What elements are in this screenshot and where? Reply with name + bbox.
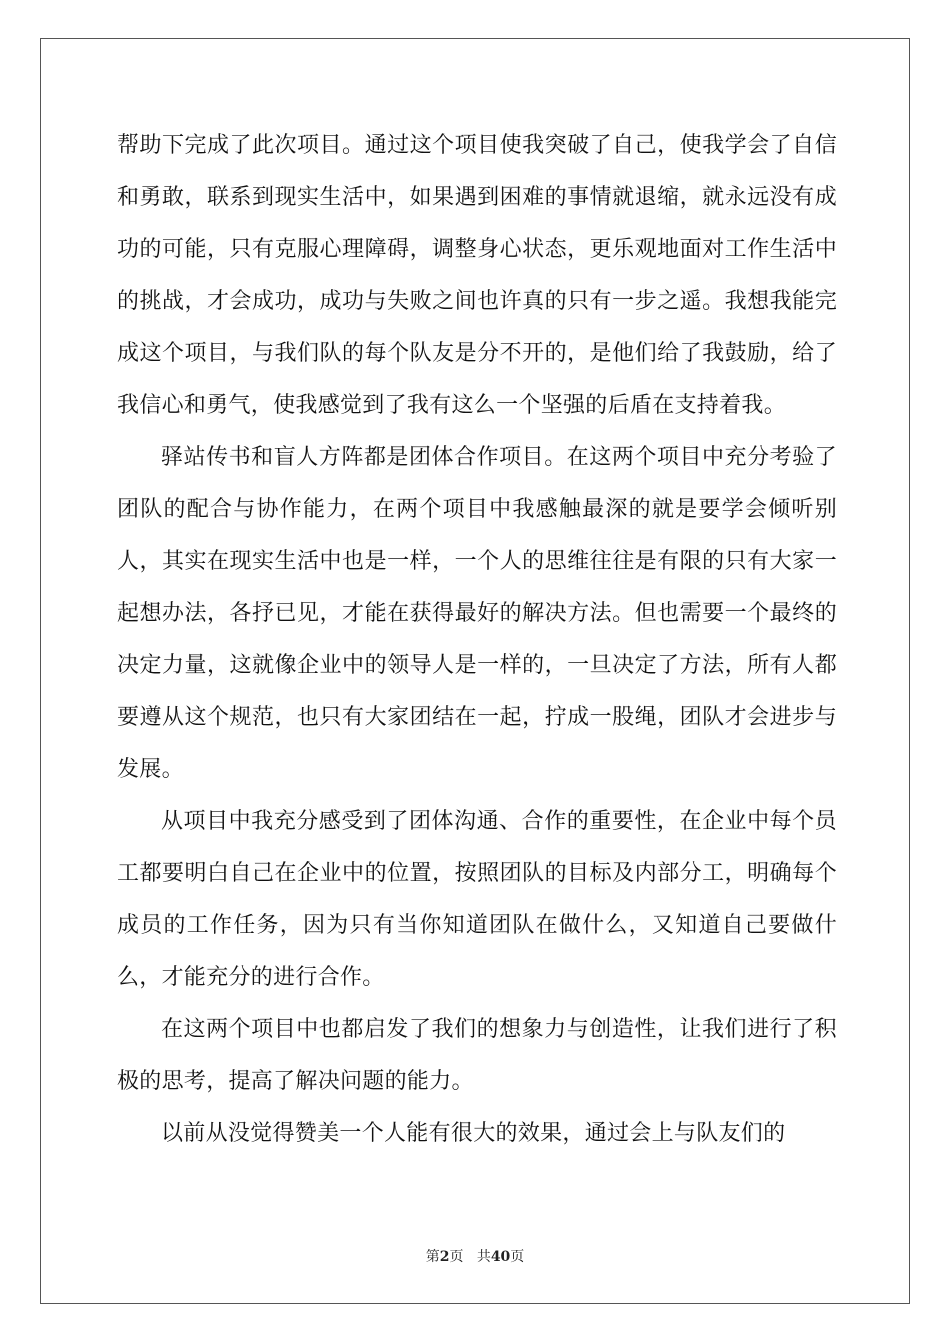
page-suffix: 页	[449, 1249, 464, 1265]
paragraph-5: 以前从没觉得赞美一个人能有很大的效果，通过会上与队友们的	[161, 1121, 786, 1146]
total-pages: 40	[490, 1249, 511, 1265]
total-suffix: 页	[510, 1249, 525, 1265]
page-prefix: 第	[425, 1249, 440, 1265]
paragraph-2: 驿站传书和盲人方阵都是团体合作项目。在这两个项目中充分考验了团队的配合与协作能力，在两个项目中我感触最深的就是要学会倾听别人，其实在现实生活中也是一样，一个人的思维往往是有限的只有大家一起想办法，各抒已见，才能在获得最好的解决方法。但也需要一个最终的决定力量，这就像企业中的领导人是一样的，一旦决定了方法，所有人都要遵从这个规范，也只有大家团结在一起，拧成一股绳，团队才会进步与发展。	[117, 445, 837, 782]
document-body	[117, 120, 837, 1160]
paragraph-1: 帮助下完成了此次项目。通过这个项目使我突破了自己，使我学会了自信和勇敢，联系到现实生活中，如果遇到困难的事情就退缩，就永远没有成功的可能，只有克服心理障碍，调整身心状态，更乐观地面对工作生活中的挑战，才会成功，成功与失败之间也许真的只有一步之遥。我想我能完成这个项目，与我们队的每个队友是分不开的，是他们给了我鼓励，给了我信心和勇气，使我感觉到了我有这么一个坚强的后盾在支持着我。	[117, 133, 837, 418]
footer-separator	[463, 1249, 476, 1265]
total-prefix: 共	[476, 1249, 491, 1265]
page-footer	[0, 1246, 950, 1266]
paragraph-3: 从项目中我充分感受到了团体沟通、合作的重要性，在企业中每个员工都要明白自己在企业中的位置，按照团队的目标及内部分工，明确每个成员的工作任务，因为只有当你知道团队在做什么，又知道自己要做什么，才能充分的进行合作。	[117, 809, 837, 990]
page-number: 2	[439, 1249, 450, 1265]
paragraph-4: 在这两个项目中也都启发了我们的想象力与创造性，让我们进行了积极的思考，提高了解决问题的能力。	[117, 1017, 837, 1094]
